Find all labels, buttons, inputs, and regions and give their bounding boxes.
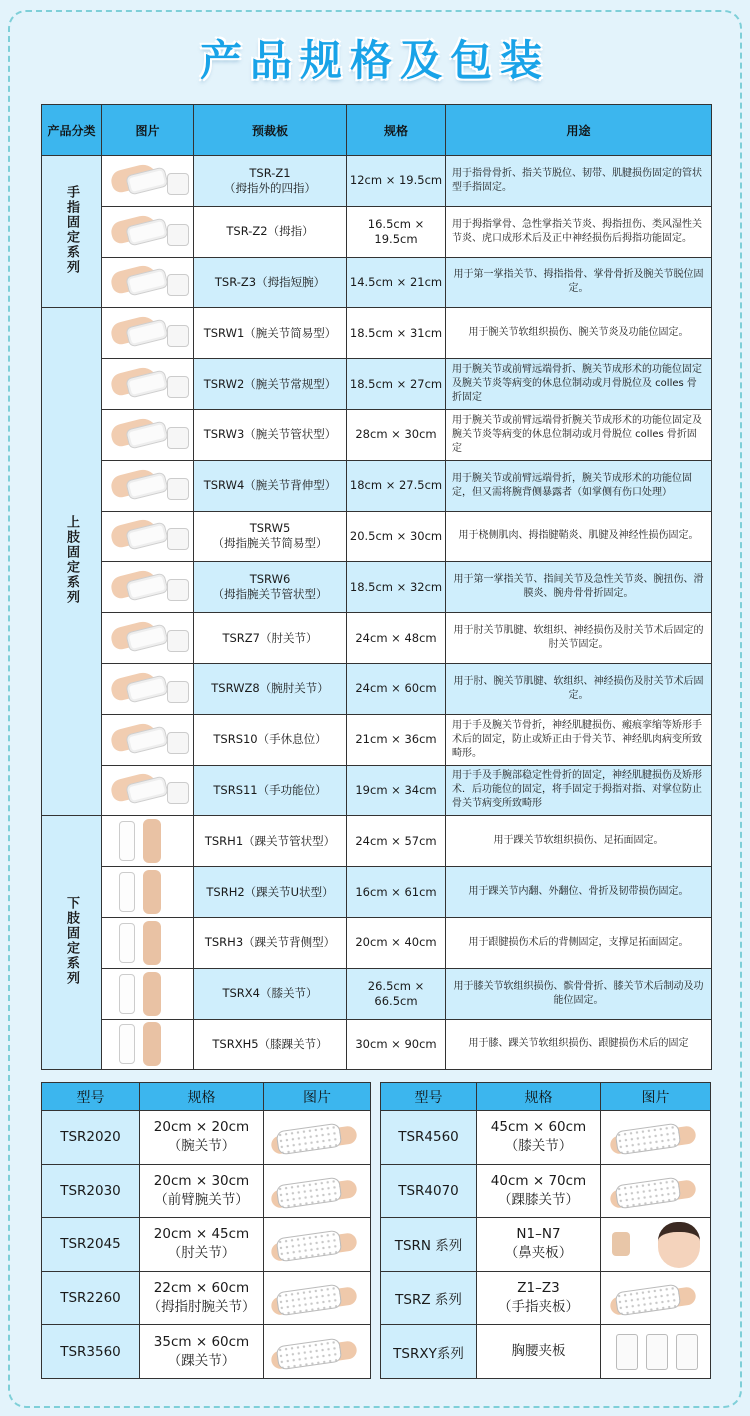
spec-cell: 26.5cm × 66.5cm [347,968,446,1019]
table-row [42,816,712,867]
model-cell: TSRW4（腕关节背伸型） [194,460,347,511]
table-row [42,460,712,511]
table-row [381,1325,711,1379]
table-row [42,663,712,714]
sheet-spec-cell [140,1325,264,1379]
use-cell: 用于膝、踝关节软组织损伤、跟腱损伤术后的固定 [446,1019,712,1070]
right-header-model: 型号 [381,1083,477,1111]
sheet-part: （踝关节） [167,1352,236,1369]
spec-cell: 28cm × 30cm [347,409,446,460]
sheet-photo [264,1111,371,1165]
use-cell: 用于第一掌指关节、拇指指骨、掌骨骨折及腕关节脱位固定。 [446,257,712,308]
spec-table [41,104,712,1070]
model-cell: TSRW1（腕关节简易型） [194,308,347,359]
spec-cell: 24cm × 57cm [347,816,446,867]
product-photo [102,257,194,308]
spec-cell: 30cm × 90cm [347,1019,446,1070]
category-cell [42,816,102,1070]
left-header-spec: 规格 [140,1083,264,1111]
sheet-spec-cell [140,1218,264,1272]
product-photo [102,308,194,359]
model-cell: TSR-Z2（拇指） [194,206,347,257]
table-row [42,511,712,562]
product-photo [102,206,194,257]
sheet-spec-cell [477,1271,601,1325]
product-photo [102,460,194,511]
header-spec: 规格 [347,105,446,156]
use-cell: 用于手及腕关节骨折，神经肌腱损伤、瘢痕挛缩等矫形手术后的固定，防止或矫正由于骨关节、神经肌肉病变所致畸形。 [446,714,712,765]
product-photo [102,917,194,968]
spec-cell: 16cm × 61cm [347,867,446,918]
sheet-part: （腕关节） [167,1138,236,1155]
sheet-spec-cell [477,1325,601,1379]
sheet-size: 35cm × 60cm [153,1333,250,1350]
product-photo [102,714,194,765]
spec-cell: 18cm × 27.5cm [347,460,446,511]
table-row [42,1271,371,1325]
sheet-size: 40cm × 70cm [490,1172,587,1189]
product-photo [102,663,194,714]
table-row [42,1111,371,1165]
category-label: 手指固定系列 [64,184,79,275]
sheet-model-cell: TSRZ 系列 [381,1271,477,1325]
sheet-spec-cell [140,1271,264,1325]
model-cell: TSRW5 （拇指腕关节简易型） [194,511,347,562]
spec-cell: 24cm × 48cm [347,613,446,664]
product-photo [102,816,194,867]
right-header-spec: 规格 [477,1083,601,1111]
table-row [42,409,712,460]
table-row [42,917,712,968]
table-row [42,1019,712,1070]
spec-cell: 21cm × 36cm [347,714,446,765]
sheet-spec-cell [477,1164,601,1218]
header-picture: 图片 [102,105,194,156]
product-photo [102,1019,194,1070]
sheet-part: （拇指肘腕关节） [147,1299,256,1316]
spec-cell: 16.5cm × 19.5cm [347,206,446,257]
sheet-model-cell: TSR3560 [42,1325,140,1379]
sheet-photo [601,1325,711,1379]
sheet-model-cell: TSR4560 [381,1111,477,1165]
category-label: 上肢固定系列 [64,514,79,605]
model-cell: TSRH3（踝关节背侧型） [194,917,347,968]
table-row [381,1271,711,1325]
use-cell: 用于踝关节软组织损伤、足拓面固定。 [446,816,712,867]
sheet-spec-cell [140,1111,264,1165]
right-sheet-table [380,1082,711,1379]
use-cell: 用于跟腱损伤术后的背侧固定，支撑足拓面固定。 [446,917,712,968]
header-category: 产品分类 [42,105,102,156]
table-row [42,867,712,918]
spec-cell: 12cm × 19.5cm [347,156,446,207]
sheet-photo [264,1218,371,1272]
product-photo [102,968,194,1019]
category-label: 下肢固定系列 [64,895,79,986]
header-use: 用途 [446,105,712,156]
sheet-size: N1–N7 [516,1226,561,1243]
table-row [42,562,712,613]
left-header-picture: 图片 [264,1083,371,1111]
sheet-size: 20cm × 30cm [153,1172,250,1189]
sheet-photo [264,1164,371,1218]
sheet-part: （肘关节） [167,1245,236,1262]
table-row [42,206,712,257]
model-cell: TSR-Z3（拇指短腕） [194,257,347,308]
sheet-model-cell: TSR2030 [42,1164,140,1218]
use-cell: 用于膝关节软组织损伤、髌骨骨折、膝关节术后制动及功能位固定。 [446,968,712,1019]
model-cell: TSRW2（腕关节常规型） [194,359,347,410]
use-cell: 用于桡侧肌肉、拇指腱鞘炎、肌腱及神经性损伤固定。 [446,511,712,562]
sheet-photo [264,1325,371,1379]
sheet-size: 22cm × 60cm [153,1280,250,1297]
table-row [42,257,712,308]
use-cell: 用于手及手腕部稳定性骨折的固定，神经肌腱损伤及矫形术．后功能位的固定，将手固定于拇指对指、对掌位防止骨关节病变所致畸形 [446,765,712,816]
model-cell: TSRX4（膝关节） [194,968,347,1019]
model-cell: TSRS11（手功能位） [194,765,347,816]
sheet-photo [601,1218,711,1272]
use-cell: 用于拇指掌骨、急性掌指关节炎、拇指扭伤、类风湿性关节炎、虎口成形术后及正中神经损伤后拇指功能固定。 [446,206,712,257]
left-sheet-table [41,1082,371,1379]
table-row [42,359,712,410]
sheet-part: （鼻夹板） [504,1245,573,1262]
sheet-part: （前臂腕关节） [154,1191,249,1208]
table-row [42,714,712,765]
spec-cell: 19cm × 34cm [347,765,446,816]
category-cell [42,308,102,816]
use-cell: 用于肘、腕关节肌腱、软组织、神经损伤及肘关节术后固定。 [446,663,712,714]
left-header-model: 型号 [42,1083,140,1111]
product-photo [102,156,194,207]
table-row [42,1218,371,1272]
table-row [381,1164,711,1218]
product-photo [102,562,194,613]
use-cell: 用于腕关节或前臂远端骨折，腕关节成形术的功能位固定，但又需将腕背侧暴露者（如掌侧有伤口处理） [446,460,712,511]
sheet-part: （踝膝关节） [498,1191,579,1208]
table-row [42,613,712,664]
sheet-photo [601,1271,711,1325]
header-model: 预裁板 [194,105,347,156]
model-cell: TSRH2（踝关节U状型） [194,867,347,918]
sheet-spec-cell [477,1111,601,1165]
spec-cell: 18.5cm × 32cm [347,562,446,613]
table-row [42,156,712,207]
use-cell: 用于肘关节肌腱、软组织、神经损伤及肘关节术后固定的肘关节固定。 [446,613,712,664]
product-photo [102,359,194,410]
spec-table-header [42,105,712,156]
use-cell: 用于第一掌指关节、指间关节及急性关节炎、腕扭伤、滑膜炎、腕舟骨骨折固定。 [446,562,712,613]
model-cell: TSRXH5（膝踝关节） [194,1019,347,1070]
sheet-size: 胸腰夹板 [511,1343,566,1360]
spec-cell: 14.5cm × 21cm [347,257,446,308]
sheet-model-cell: TSRXY系列 [381,1325,477,1379]
use-cell: 用于腕关节或前臂远端骨折腕关节成形术的功能位固定及腕关节炎等病变的休息位制动或月骨脱位 colles 骨折固定 [446,409,712,460]
product-photo [102,409,194,460]
sheet-model-cell: TSR2260 [42,1271,140,1325]
spec-cell: 18.5cm × 27cm [347,359,446,410]
model-cell: TSRW3（腕关节管状型） [194,409,347,460]
sheet-size: 45cm × 60cm [490,1119,587,1136]
table-row [42,968,712,1019]
table-row [381,1111,711,1165]
product-photo [102,765,194,816]
sheet-model-cell: TSRN 系列 [381,1218,477,1272]
table-row [42,765,712,816]
table-row [42,308,712,359]
spec-cell: 18.5cm × 31cm [347,308,446,359]
use-cell: 用于腕关节软组织损伤、腕关节炎及功能位固定。 [446,308,712,359]
sheet-spec-cell [140,1164,264,1218]
spec-cell: 24cm × 60cm [347,663,446,714]
sheet-model-cell: TSR2020 [42,1111,140,1165]
page-title: 产品规格及包装 [199,36,550,85]
sheet-photo [601,1164,711,1218]
sheet-size: 20cm × 20cm [153,1119,250,1136]
right-header-picture: 图片 [601,1083,711,1111]
category-cell [42,156,102,308]
model-cell: TSRH1（踝关节管状型） [194,816,347,867]
table-row [42,1325,371,1379]
sheet-model-cell: TSR2045 [42,1218,140,1272]
spec-cell: 20.5cm × 30cm [347,511,446,562]
table-row [42,1164,371,1218]
table-row [381,1218,711,1272]
model-cell: TSRS10（手休息位） [194,714,347,765]
model-cell: TSRWZ8（腕肘关节） [194,663,347,714]
sheet-size: Z1–Z3 [517,1280,560,1297]
use-cell: 用于踝关节内翻、外翻位、骨折及韧带损伤固定。 [446,867,712,918]
spec-cell: 20cm × 40cm [347,917,446,968]
product-photo [102,867,194,918]
sheet-photo [264,1271,371,1325]
sheet-photo [601,1111,711,1165]
sheet-size: 20cm × 45cm [153,1226,250,1243]
model-cell: TSRW6 （拇指腕关节管状型） [194,562,347,613]
model-cell: TSRZ7（肘关节） [194,613,347,664]
sheet-spec-cell [477,1218,601,1272]
product-photo [102,613,194,664]
use-cell: 用于指骨骨折、指关节脱位、韧带、肌腱损伤固定的管状型手指固定。 [446,156,712,207]
sheet-part: （膝关节） [504,1138,573,1155]
sheet-part: （手指夹板） [498,1299,579,1316]
product-photo [102,511,194,562]
model-cell: TSR-Z1 （拇指外的四指） [194,156,347,207]
use-cell: 用于腕关节或前臂远端骨折、腕关节成形术的功能位固定及腕关节炎等病变的休息位制动或月骨脱位及 colles 骨折固定 [446,359,712,410]
sheet-model-cell: TSR4070 [381,1164,477,1218]
